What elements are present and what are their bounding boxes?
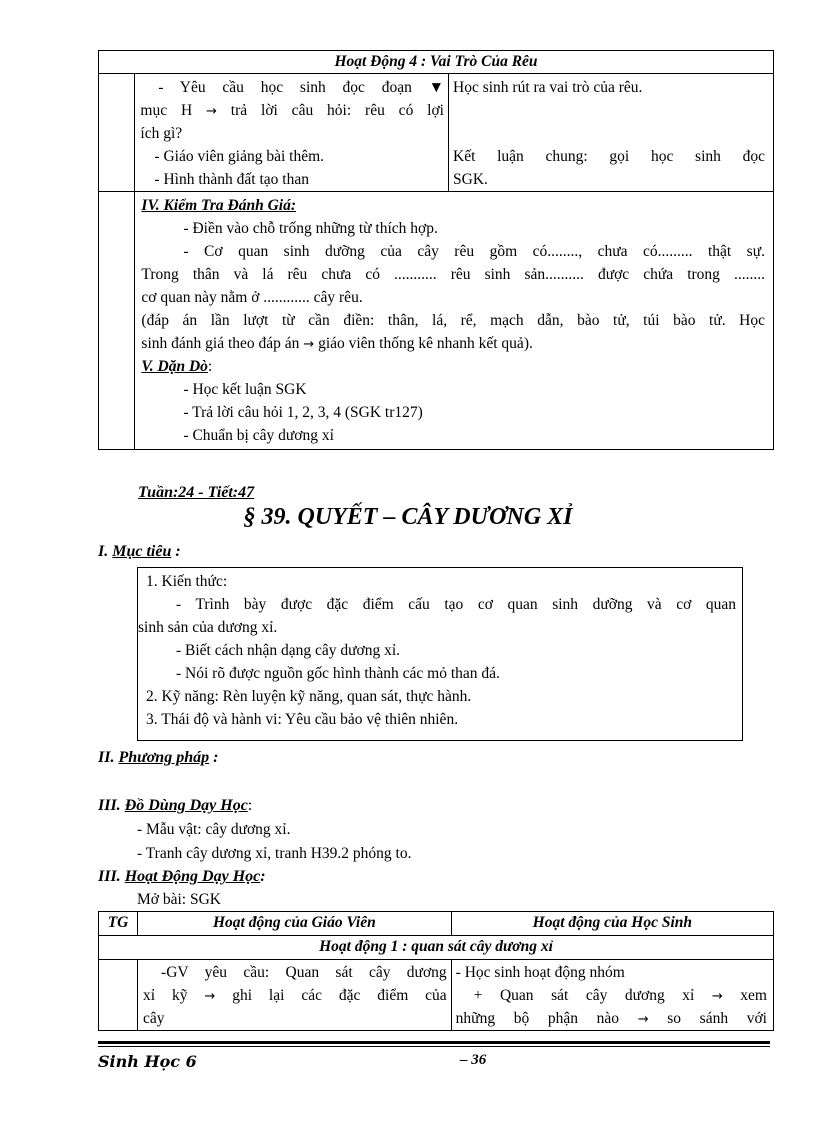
teacher-cell (138, 960, 452, 1031)
gv-line: - Hình thành đất tạo than (154, 171, 309, 188)
review-line: sinh đánh giá theo đáp án → giáo viên thống kê nhanh kết quả). (141, 335, 533, 352)
intro-line: Mở bài: SGK (137, 891, 221, 908)
footer-rule (98, 1041, 770, 1044)
review-cell (135, 192, 774, 450)
footer-page-number: – 36 (460, 1052, 487, 1068)
homework-line: - Học kết luận SGK (183, 381, 307, 398)
hs-line: Học sinh rút ra vai trò của rêu. (453, 79, 643, 96)
objectives-box (137, 567, 743, 741)
review-line: Trong thân và lá rêu chưa có ........... rêu sinh sản.......... được chứa trong ........ (141, 266, 765, 283)
header-tg: TG (99, 912, 138, 936)
week-label: Tuần:24 - Tiết:47 (138, 484, 255, 501)
gv-line: -GV yêu cầu: Quan sát cây dương (161, 964, 447, 981)
hs-line: những bộ phận nào → so sánh với (455, 1010, 767, 1027)
gv-line: ích gì? (140, 125, 183, 142)
review-heading: IV. Kiểm Tra Đánh Giá: (141, 197, 297, 214)
lesson-title: § 39. QUYẾT – CÂY DƯƠNG XỈ (243, 504, 573, 530)
obj-line: 1. Kiến thức: (146, 573, 228, 590)
arrow-icon: → (637, 1012, 649, 1027)
hs-line: Kết luận chung: gọi học sinh đọc (453, 148, 765, 165)
gv-line: cây (143, 1010, 165, 1027)
obj-line: - Trình bày được đặc điểm cấu tạo cơ quan sinh dưỡng và cơ quan (176, 596, 736, 613)
homework-line: - Chuẩn bị cây dương xỉ (183, 427, 334, 444)
student-cell (449, 74, 774, 192)
obj-line: - Nói rõ được nguồn gốc hình thành các mỏ than đá. (176, 665, 500, 682)
gv-line: - Yêu cầu học sinh đọc đoạn ▼ (158, 79, 444, 96)
tg-cell (99, 960, 138, 1031)
hs-line: - Học sinh hoạt động nhóm (455, 964, 625, 981)
materials-line: - Tranh cây dương xỉ, tranh H39.2 phóng to. (137, 845, 412, 862)
gv-line: mục H → trả lời câu hỏi: rêu có lợi (140, 102, 444, 119)
footer-rule (98, 1046, 770, 1047)
arrow-icon: → (711, 989, 723, 1004)
arrow-icon: → (303, 337, 315, 352)
review-line: cơ quan này nằm ở ............ cây rêu. (141, 289, 363, 306)
tg-cell (99, 74, 135, 192)
activity4-title: Hoạt Động 4 : Vai Trò Của Rêu (99, 51, 774, 74)
student-cell (451, 960, 773, 1031)
hs-line: SGK. (453, 171, 488, 188)
activity4-table (98, 50, 774, 450)
homework-line: - Trả lời câu hỏi 1, 2, 3, 4 (SGK tr127) (183, 404, 423, 421)
activities-heading: III. Hoạt Động Dạy Học: (98, 868, 266, 885)
teacher-cell (135, 74, 449, 192)
method-heading: II. Phương pháp : (98, 749, 219, 766)
footer-subject: Sinh Học 6 (98, 1052, 197, 1071)
obj-line: 3. Thái độ và hành vi: Yêu cầu bảo vệ thiên nhiên. (146, 711, 459, 728)
activities-table (98, 911, 774, 1031)
materials-heading: III. Đồ Dùng Dạy Học: (98, 797, 253, 814)
header-gv: Hoạt động của Giáo Viên (138, 912, 452, 936)
objectives-heading: I. Mục tiêu : (98, 543, 181, 560)
review-line: - Điền vào chỗ trống những từ thích hợp. (183, 220, 438, 237)
obj-line: 2. Kỹ năng: Rèn luyện kỹ năng, quan sát, thực hành. (146, 688, 472, 705)
arrow-icon: → (204, 989, 216, 1004)
review-line: (đáp án lần lượt từ cần điền: thân, lá, rể, mạch dẫn, bào tử, túi bào tử. Học (141, 312, 765, 329)
arrow-icon: → (206, 104, 217, 119)
review-line: - Cơ quan sinh dưỡng của cây rêu gồm có........, chưa có......... thật sự. (183, 243, 765, 260)
gv-line: xỉ kỹ → ghi lại các đặc điểm của (143, 987, 447, 1004)
header-hs: Hoạt động của Học Sinh (451, 912, 773, 936)
tg-cell (99, 192, 135, 450)
activity1-title: Hoạt động 1 : quan sát cây dương xỉ (99, 936, 774, 960)
obj-line: - Biết cách nhận dạng cây dương xỉ. (176, 642, 401, 659)
obj-line: sinh sản của dương xỉ. (138, 619, 278, 636)
materials-line: - Mẫu vật: cây dương xỉ. (137, 821, 291, 838)
hs-line: + Quan sát cây dương xỉ → xem (473, 987, 767, 1004)
gv-line: - Giáo viên giảng bài thêm. (154, 148, 325, 165)
homework-heading: V. Dặn Dò: (141, 358, 213, 375)
